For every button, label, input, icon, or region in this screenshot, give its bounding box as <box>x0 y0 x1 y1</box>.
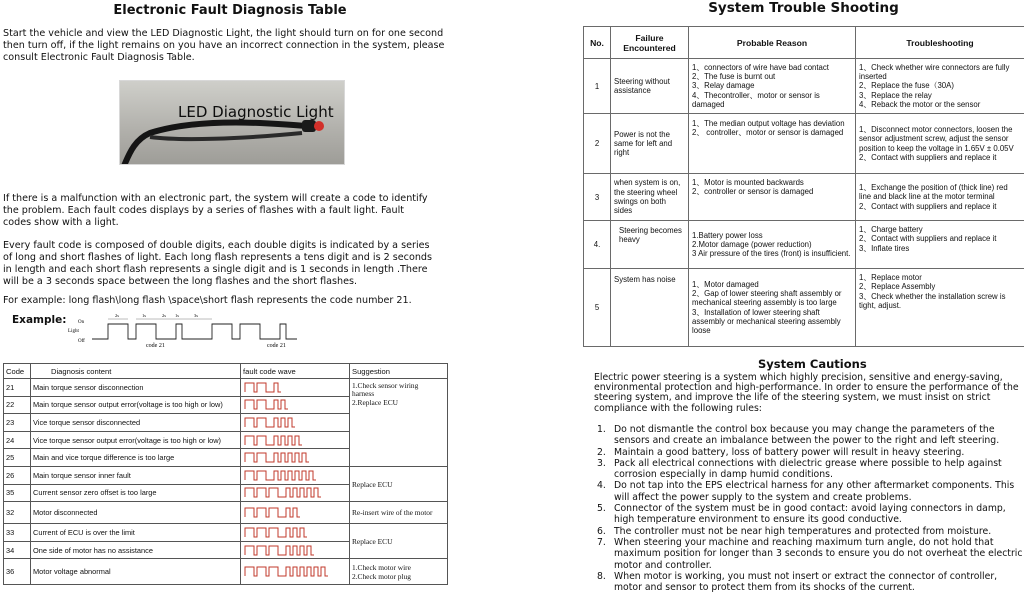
list-number: 2. <box>597 446 606 458</box>
row-reason <box>689 174 856 221</box>
header-no: No. <box>584 27 611 59</box>
row-reason <box>689 269 856 347</box>
example-label: Example: <box>12 314 67 326</box>
suggestion-replace-ecu: Replace ECU <box>350 466 448 501</box>
caution-text: When steering your machine and reaching maximum turn angle, do not hold that maximum position for longer than 3 seconds to ensure you do not overheat the electric motor and controller. <box>614 536 1023 571</box>
fault-wave-icon <box>243 486 347 499</box>
list-item <box>593 571 1024 594</box>
row-content: Main torque sensor output error(voltage is too high or low) <box>31 396 241 414</box>
wave-time-1: 2s <box>115 313 120 318</box>
fault-wave-path <box>245 453 309 462</box>
fault-wave-cell <box>241 484 350 502</box>
caution-text: Do not tap into the EPS electrical harness for any other aftermarket components. This will affect the power supply to the system and create problems. <box>614 480 1015 503</box>
reason-line: 2.Motor damage (power reduction) <box>692 239 812 249</box>
fix-line: 2、Contact with suppliers and replace it <box>859 152 997 162</box>
fault-wave-cell <box>241 379 350 397</box>
row-number: 3 <box>584 174 611 221</box>
row-code: 21 <box>4 379 31 397</box>
caution-text: Connector of the system must be in good contact: avoid laying connectors in damp, high temperature environment to ensure its good conductive. <box>614 503 1006 526</box>
reason-line: 3 Air pressure of the tires (front) is insufficient. <box>692 249 851 259</box>
fix-line: 1、Charge battery <box>859 225 923 234</box>
cautions-title: System Cautions <box>758 357 867 371</box>
fault-wave-cell <box>241 541 350 559</box>
row-fix <box>856 174 1024 221</box>
row-fix <box>856 114 1024 174</box>
row-code: 35 <box>4 484 31 502</box>
reason-line: 2、Gap of lower steering shaft assembly or mechanical steering assembly is too large <box>692 288 842 308</box>
example-paragraph: For example: long flash\long flash \space\short flash represents the code number 21. <box>3 295 412 306</box>
header-suggestion: Suggestion <box>350 364 448 379</box>
wave-off-label: Off <box>78 339 85 344</box>
list-number: 6. <box>597 525 606 537</box>
reason-line: 1、connectors of wire have bad contact <box>692 62 829 72</box>
list-number: 7. <box>597 536 606 548</box>
list-item <box>593 447 1024 458</box>
fault-wave-path <box>245 528 307 537</box>
list-number: 1. <box>597 424 606 435</box>
list-item <box>593 424 1024 447</box>
row-reason <box>689 114 856 174</box>
fix-line: 3、Replace the relay <box>859 90 932 100</box>
row-failure: System has noise <box>611 269 689 347</box>
row-code: 32 <box>4 502 31 524</box>
wave-time-2: 1s <box>142 313 147 318</box>
led-photo-label: LED Diagnostic Light <box>178 103 334 121</box>
cautions-list <box>593 424 1024 593</box>
reason-line: 1.Battery power loss <box>692 230 763 240</box>
fix-line: 3、Inflate tires <box>859 243 910 253</box>
caution-text: The controller must not be near high temperatures and protected from moisture. <box>614 525 992 537</box>
suggestion-reinsert-wire: Re-insert wire of the motor <box>350 502 448 524</box>
header-diagnosis: Diagnosis content <box>31 364 241 379</box>
reason-line: 2、The fuse is burnt out <box>692 72 776 82</box>
row-content: Motor disconnected <box>31 502 241 524</box>
fault-code-paragraph: Every fault code is composed of double digits, each double digits is indicated by a series of long and short flashes of light. Each long flash represents a tens digit and is 2 seconds in length and each short flash represents a single digit and is 1 seconds in length .There will be a 3 seconds space between the long flashes and the short flashes. <box>3 240 432 287</box>
row-failure: Steering without assistance <box>611 59 689 114</box>
trouble-table-header <box>584 27 1024 59</box>
header-code: Code <box>4 364 31 379</box>
fault-wave-icon <box>243 434 347 447</box>
suggestion-line: 2.Replace ECU <box>352 397 398 407</box>
row-code: 36 <box>4 559 31 585</box>
row-code: 25 <box>4 449 31 467</box>
row-fix <box>856 59 1024 114</box>
fault-wave-path <box>245 488 321 497</box>
led-cable-icon <box>120 81 345 165</box>
fault-wave-icon <box>243 451 347 464</box>
reason-line: 1、The median output voltage has deviation <box>692 119 845 128</box>
fault-wave-icon <box>243 544 347 557</box>
fault-diagnosis-title: Electronic Fault Diagnosis Table <box>113 3 347 18</box>
row-content: Motor voltage abnormal <box>31 559 241 585</box>
fault-wave-path <box>245 508 300 517</box>
row-code: 22 <box>4 396 31 414</box>
wave-code-a: code 21 <box>146 343 165 349</box>
header-troubleshooting: Troubleshooting <box>856 27 1024 59</box>
fault-wave-cell <box>241 396 350 414</box>
fault-wave-path <box>245 546 314 555</box>
list-item <box>593 503 1024 526</box>
reason-line: 3、Installation of lower steering shaft assembly or mechanical steering assembly loose <box>692 307 841 336</box>
fault-wave-cell <box>241 449 350 467</box>
header-failure: Failure Encountered <box>611 27 689 59</box>
fix-line: 1、Exchange the position of (thick line) red line and black line at the motor terminal <box>859 183 1008 202</box>
row-reason <box>689 59 856 114</box>
list-number: 4. <box>597 480 606 492</box>
fault-wave-cell <box>241 502 350 524</box>
fault-wave-path <box>245 418 295 427</box>
suggestion-line: 2.Check motor plug <box>352 571 411 581</box>
row-content: Main torque sensor inner fault <box>31 466 241 484</box>
table-row <box>584 174 1024 221</box>
caution-text: Do not dismantle the control box because you may change the parameters of the sensors and create an imbalance between the power to the right and left steering. <box>614 424 1000 447</box>
suggestion-replace-ecu-2: Replace ECU <box>350 524 448 559</box>
suggestion-check-sensor <box>350 379 448 467</box>
fault-code-table <box>3 363 448 585</box>
row-reason <box>689 221 856 269</box>
wave-time-5: 3s <box>194 313 199 318</box>
malfunction-paragraph: If there is a malfunction with an electronic part, the system will create a code to identify the problem. Each fault codes displays by a series of flashes with a fault light. Fault codes show with a light. <box>3 193 428 228</box>
fix-line: 4、Reback the motor or the sensor <box>859 99 981 109</box>
fault-wave-cell <box>241 466 350 484</box>
fault-wave-cell <box>241 524 350 542</box>
fix-line: 1、Check whether wire connectors are fully inserted <box>859 62 1010 82</box>
row-content: Main torque sensor disconnection <box>31 379 241 397</box>
row-number: 1 <box>584 59 611 114</box>
wave-time-4: 1s <box>175 313 180 318</box>
fault-wave-path <box>245 400 288 409</box>
wave-code-b: code 21 <box>267 343 286 349</box>
fault-wave-path <box>245 383 281 392</box>
fix-line: 2、Contact with suppliers and replace it <box>859 234 997 244</box>
reason-line: 2、 controller、motor or sensor is damaged <box>692 128 844 138</box>
table-row <box>584 269 1024 347</box>
table-row <box>584 114 1024 174</box>
fix-line: 2、Replace the fuse（30A) <box>859 81 954 91</box>
caution-text: Pack all electrical connections with dielectric grease where possible to help against corrosion especially in damp humid conditions. <box>614 457 1002 481</box>
row-failure: Steering becomes heavy <box>611 221 689 269</box>
table-row <box>4 502 448 524</box>
row-code: 24 <box>4 431 31 449</box>
row-code: 23 <box>4 414 31 432</box>
row-content: Vice torque sensor disconnected <box>31 414 241 432</box>
row-failure: Power is not the same for left and right <box>611 114 689 174</box>
table-row <box>4 559 448 585</box>
row-code: 34 <box>4 541 31 559</box>
fault-wave-icon <box>243 416 347 429</box>
fix-line: 2、Contact with suppliers and replace it <box>859 201 997 211</box>
row-fix <box>856 269 1024 347</box>
trouble-shooting-title: System Trouble Shooting <box>708 0 899 16</box>
list-number: 8. <box>597 570 606 582</box>
fault-wave-path <box>245 436 302 445</box>
fault-wave-icon <box>243 506 347 519</box>
reason-line: 1、Motor is mounted backwards <box>692 178 804 187</box>
table-row <box>4 524 448 542</box>
row-failure: when system is on, the steering wheel swings on both sides <box>611 174 689 221</box>
row-content: Vice torque sensor output error(voltage is too high or low) <box>31 431 241 449</box>
fault-wave-cell <box>241 414 350 432</box>
wave-light-label: Light <box>68 329 79 334</box>
suggestion-line: 1.Check sensor wiring <box>352 381 419 390</box>
trouble-shooting-section <box>583 0 1024 610</box>
table-row <box>584 59 1024 114</box>
fix-line: 3、Check whether the installation screw is tight, adjust. <box>859 291 1006 310</box>
list-number: 5. <box>597 503 606 515</box>
suggestion-check-motor <box>350 559 448 585</box>
header-reason: Probable Reason <box>689 27 856 59</box>
fault-wave-icon <box>243 565 347 578</box>
table-row <box>4 379 448 397</box>
led-diagnostic-photo <box>119 80 345 165</box>
fault-wave-icon <box>243 381 347 394</box>
suggestion-line: harness <box>352 389 375 399</box>
row-number: 2 <box>584 114 611 174</box>
row-fix <box>856 221 1024 269</box>
list-item <box>593 526 1024 537</box>
table-row <box>4 466 448 484</box>
reason-line: 3、Relay damage <box>692 81 755 91</box>
list-item <box>593 458 1024 481</box>
list-item <box>593 537 1024 571</box>
suggestion-line: 1.Check motor wire <box>352 563 411 573</box>
fix-line: 2、Replace Assembly <box>859 282 936 292</box>
row-number: 5 <box>584 269 611 347</box>
row-code: 26 <box>4 466 31 484</box>
wave-time-3: 2s <box>162 313 167 318</box>
reason-line: 2、controller or sensor is damaged <box>692 187 814 197</box>
row-content: Main and vice torque difference is too large <box>31 449 241 467</box>
row-content: Current of ECU is over the limit <box>31 524 241 542</box>
caution-text: Maintain a good battery, loss of battery power will result in heavy steering. <box>614 446 965 458</box>
table-row <box>584 221 1024 269</box>
row-content: Current sensor zero offset is too large <box>31 484 241 502</box>
cautions-intro: Electric power steering is a system which highly precision, sensitive and energy-saving, environmental protection and high-performance. In order to ensure the performance of the steering system, and improve the life of the steering system, we must insist on strict compliance with the following rules: <box>594 372 1019 414</box>
caution-text: When motor is working, you must not insert or extract the connector of controller, motor and sensor to protect them from its shocks of the current. <box>614 570 998 594</box>
fault-wave-path <box>245 471 316 480</box>
fix-line: 1、Disconnect motor connectors, loosen the sensor adjustment screw, adjust the sensor position to keep the voltage in 1.65V ± 0.05V <box>859 124 1014 153</box>
list-item <box>593 480 1024 503</box>
list-number: 3. <box>597 457 606 469</box>
example-waveform <box>62 310 352 352</box>
reason-line: 1、Motor damaged <box>692 279 759 289</box>
intro-paragraph: Start the vehicle and view the LED Diagnostic Light, the light should turn on for one second then turn off, if the light remains on you have an incorrect connection in the system, please consult Electronic Fault Diagnosis Table. <box>3 28 445 63</box>
fault-wave-icon <box>243 398 347 411</box>
row-content: One side of motor has no assistance <box>31 541 241 559</box>
fault-wave-cell <box>241 559 350 585</box>
wave-on-label: On <box>78 320 85 325</box>
fault-wave-cell <box>241 431 350 449</box>
row-number: 4. <box>584 221 611 269</box>
fault-wave-icon <box>243 469 347 482</box>
reason-line: 4、Thecontroller、motor or sensor is damaged <box>692 90 820 109</box>
fault-table-header <box>4 364 448 379</box>
row-code: 33 <box>4 524 31 542</box>
fault-wave-icon <box>243 526 347 539</box>
fix-line: 1、Replace motor <box>859 273 922 282</box>
trouble-shooting-table <box>583 26 1024 347</box>
fault-wave-path <box>245 567 328 576</box>
header-wave: fault code wave <box>241 364 350 379</box>
